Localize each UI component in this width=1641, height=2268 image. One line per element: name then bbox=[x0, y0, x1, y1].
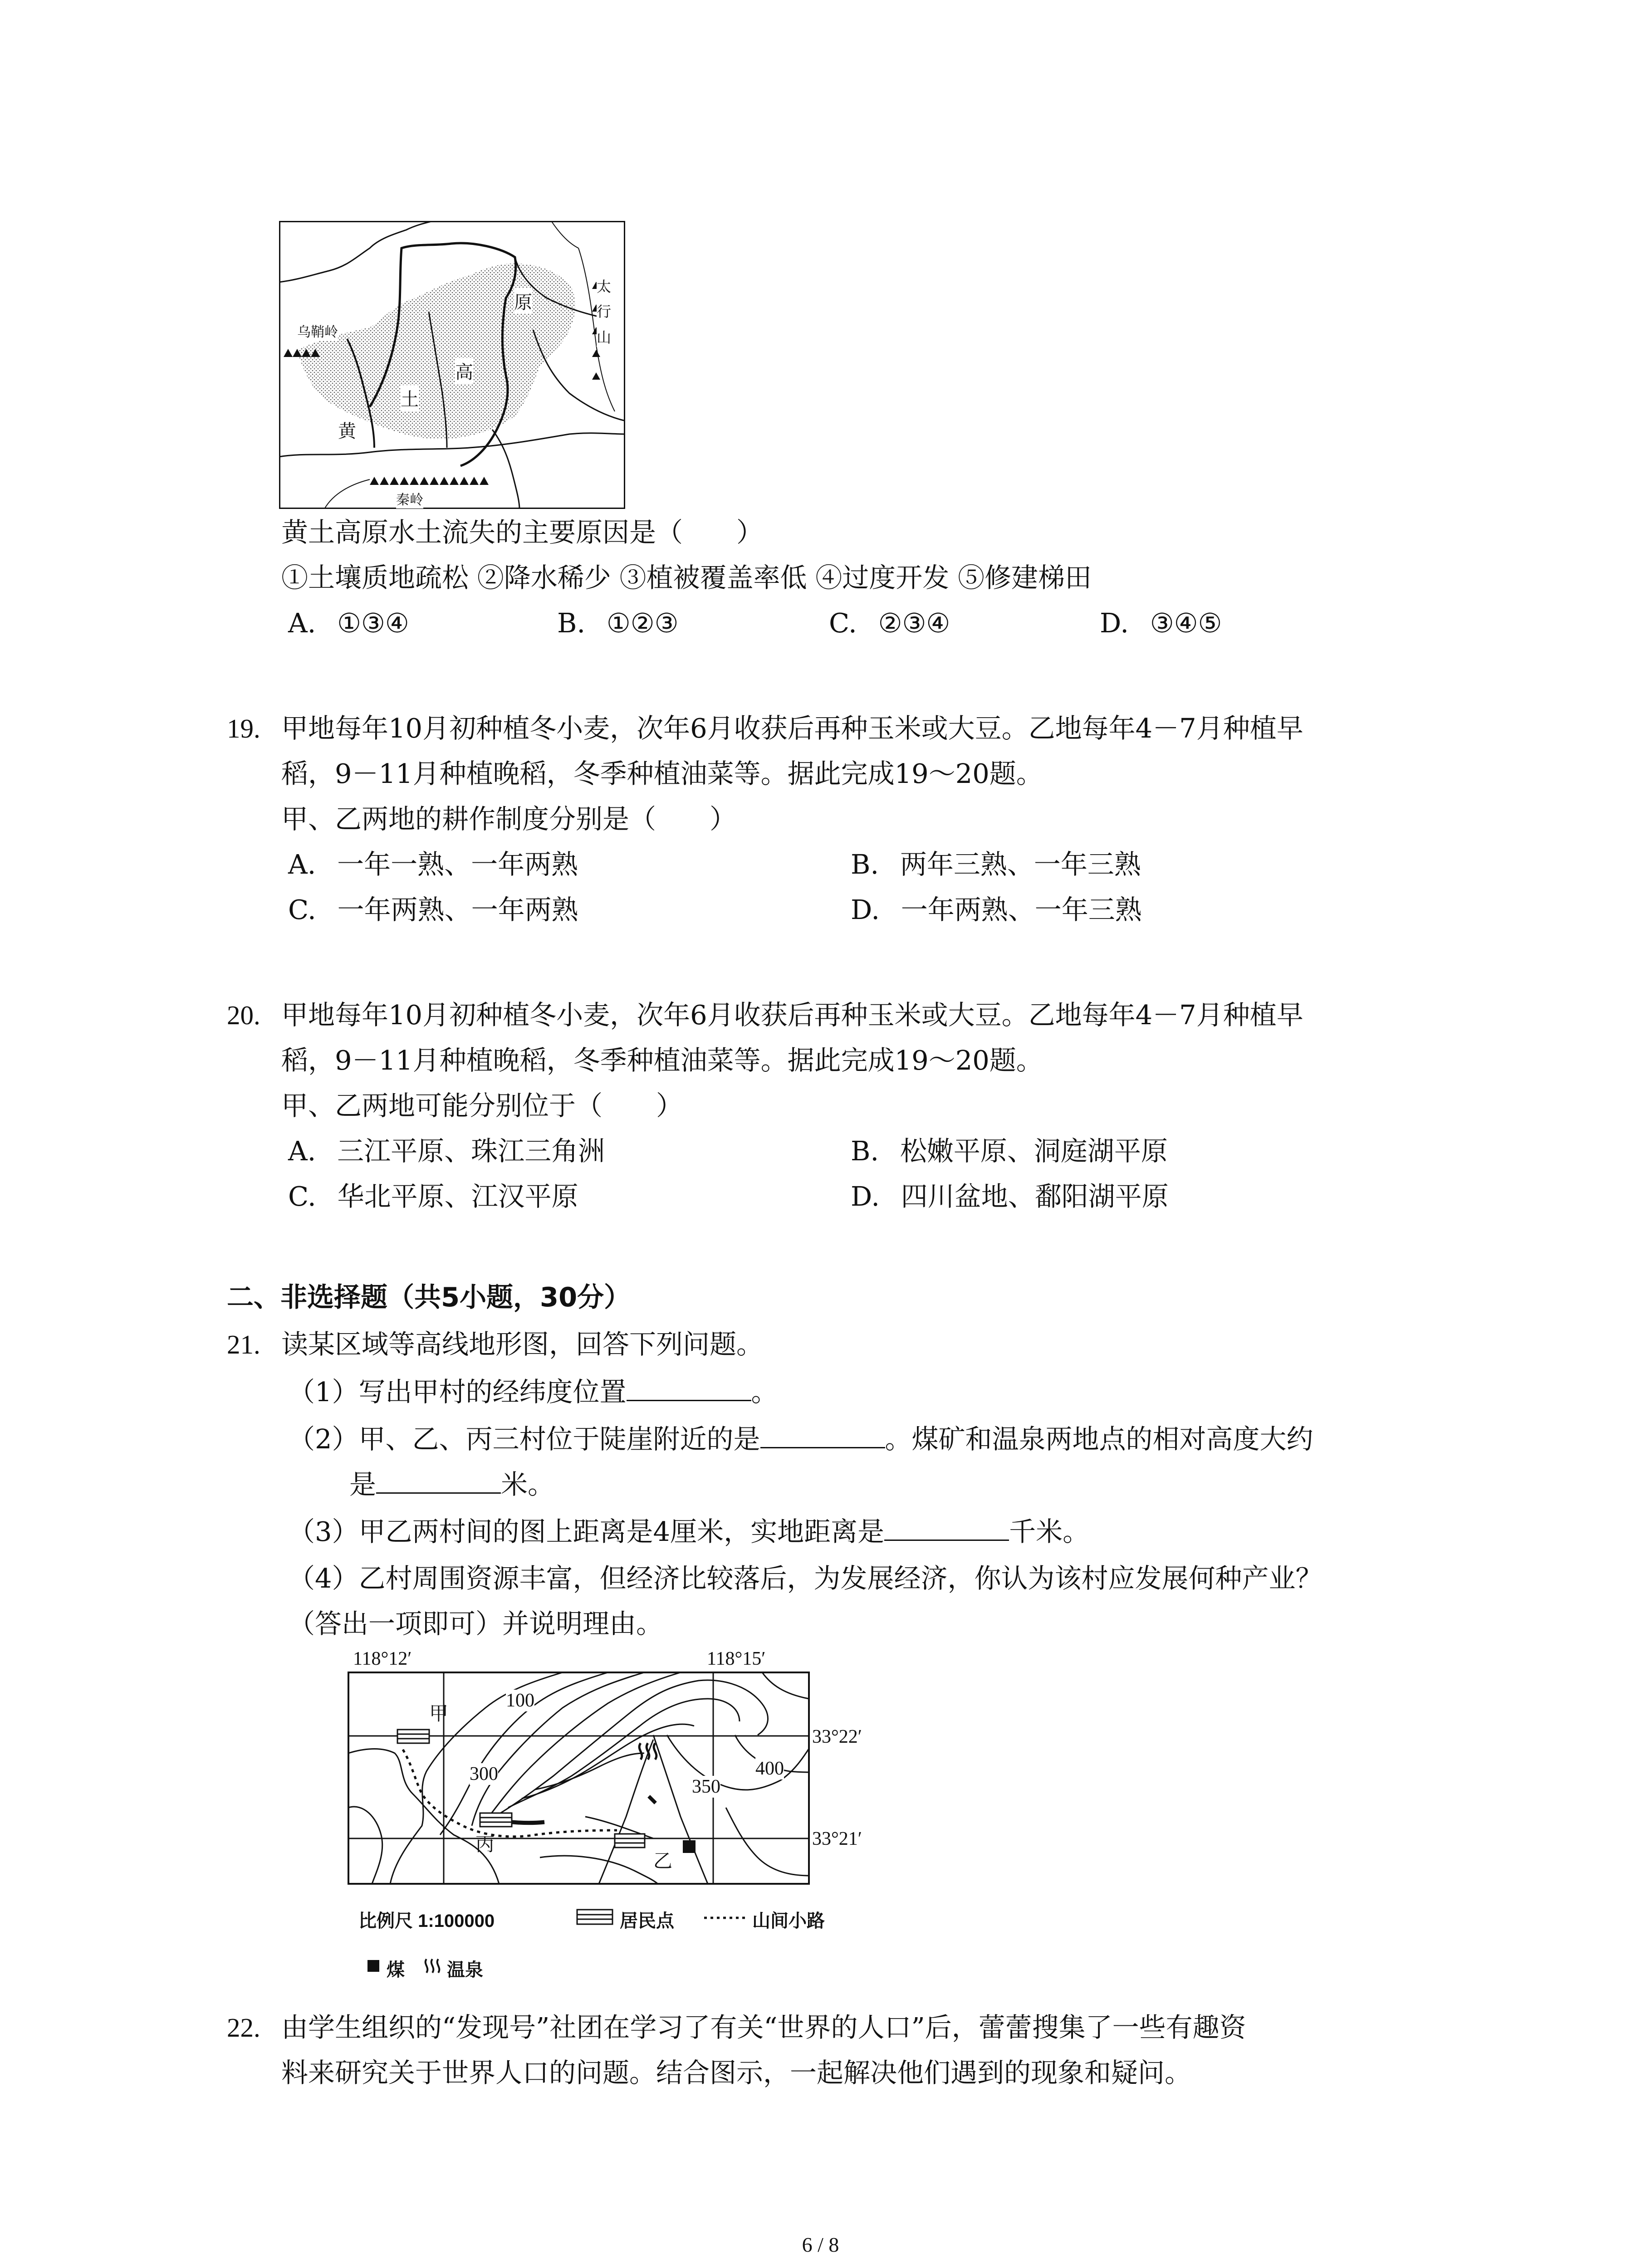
q22-number-visible: 22. bbox=[227, 2013, 260, 2043]
map-label-tu: 土 bbox=[401, 385, 419, 411]
map-label-wushaoling: 乌鞘岭 bbox=[297, 321, 338, 341]
option-letter: D. bbox=[851, 1181, 880, 1212]
map-label-taihang-1: 太 bbox=[597, 275, 611, 296]
lat-label-top: 33°22′ bbox=[812, 1726, 862, 1747]
loess-plateau-map bbox=[279, 221, 625, 509]
q21-part2-text: （2）甲、乙、丙三村位于陡崖附近的是 bbox=[288, 1423, 760, 1455]
q21-part3-end: 千米。 bbox=[1009, 1516, 1090, 1547]
option-letter: A. bbox=[288, 607, 316, 639]
q21-part2-line2-end: 米。 bbox=[501, 1469, 555, 1500]
legend-settlement-symbol bbox=[577, 1910, 612, 1924]
contour-label-300: 300 bbox=[470, 1764, 498, 1784]
option-letter: C. bbox=[829, 607, 857, 639]
q21-number: 21. bbox=[227, 1330, 260, 1359]
answer-blank[interactable] bbox=[884, 1513, 1009, 1541]
option-text: 一年两熟、一年三熟 bbox=[901, 894, 1142, 925]
option-letter: C. bbox=[288, 894, 316, 925]
map-label-taihang-3: 山 bbox=[597, 326, 611, 347]
village-label-jia: 甲 bbox=[429, 1703, 449, 1724]
map-label-qinling: 秦岭 bbox=[396, 489, 423, 508]
answer-blank[interactable] bbox=[627, 1374, 751, 1401]
q21-part2-text-post: 。煤矿和温泉两地点的相对高度大约 bbox=[885, 1423, 1313, 1455]
legend-spring-symbol bbox=[426, 1959, 440, 1973]
q21-part2-line2-text: 是 bbox=[349, 1469, 377, 1500]
option-letter: B. bbox=[851, 849, 879, 880]
option-letter: B. bbox=[557, 607, 586, 639]
option-letter: B. bbox=[851, 1135, 879, 1167]
q18-option-d[interactable] bbox=[1100, 605, 1222, 641]
option-text: 两年三熟、一年三熟 bbox=[900, 849, 1141, 880]
answer-blank[interactable] bbox=[376, 1466, 501, 1494]
lon-label-right: 118°15′ bbox=[707, 1648, 766, 1669]
settlement-yi bbox=[615, 1834, 645, 1848]
q21-part3-text: （3）甲乙两村间的图上距离是4厘米，实地距离是 bbox=[288, 1516, 885, 1547]
contour-label-100: 100 bbox=[506, 1690, 534, 1711]
lat-label-bottom: 33°21′ bbox=[812, 1828, 862, 1849]
q19-option-d[interactable] bbox=[851, 892, 1142, 928]
q19-line1: 甲地每年10月初种植冬小麦，次年6月收获后再种玉米或大豆。乙地每年4－7月种植早 bbox=[281, 713, 1303, 744]
map-label-yuan: 原 bbox=[514, 288, 532, 314]
q22-line2: 料来研究关于世界人口的问题。结合图示，一起解决他们遇到的现象和疑问。 bbox=[281, 2057, 1192, 2088]
option-text: 三江平原、珠江三角洲 bbox=[337, 1135, 605, 1167]
legend-scale: 比例尺 1:100000 bbox=[358, 1911, 495, 1931]
page-number: 6 / 8 bbox=[802, 2233, 839, 2256]
q20-line1: 甲地每年10月初种植冬小麦，次年6月收获后再种玉米或大豆。乙地每年4－7月种植早 bbox=[281, 999, 1303, 1031]
settlement-jia bbox=[397, 1730, 429, 1743]
legend-path-label: 山间小路 bbox=[752, 1911, 825, 1931]
map-label-taihang-2: 行 bbox=[597, 300, 611, 321]
q21-part1 bbox=[288, 1374, 778, 1410]
q20-option-b[interactable] bbox=[851, 1133, 1168, 1169]
option-text: 一年两熟、一年两熟 bbox=[337, 894, 578, 925]
q21-stem: 读某区域等高线地形图，回答下列问题。 bbox=[281, 1329, 764, 1360]
option-text: 四川盆地、鄱阳湖平原 bbox=[901, 1181, 1169, 1212]
settlement-bing bbox=[480, 1813, 512, 1827]
option-text: 华北平原、江汉平原 bbox=[337, 1181, 578, 1212]
q19-stem: 甲、乙两地的耕作制度分别是（ ） bbox=[281, 803, 737, 835]
q18-statements: ①土壤质地疏松 ②降水稀少 ③植被覆盖率低 ④过度开发 ⑤修建梯田 bbox=[281, 562, 1092, 593]
village-label-yi: 乙 bbox=[653, 1850, 673, 1872]
q21-part2 bbox=[288, 1421, 1313, 1457]
q18-option-b[interactable] bbox=[557, 605, 679, 641]
q21-part3 bbox=[288, 1513, 1089, 1550]
option-letter: A. bbox=[288, 1135, 316, 1167]
option-text: 松嫩平原、洞庭湖平原 bbox=[900, 1135, 1168, 1167]
option-text: 一年一熟、一年两熟 bbox=[337, 849, 578, 880]
option-text: ①②③ bbox=[606, 607, 679, 639]
q20-option-a[interactable] bbox=[288, 1133, 605, 1169]
q21-part1-end: 。 bbox=[751, 1376, 778, 1408]
option-letter: C. bbox=[288, 1181, 316, 1212]
coal-mine-symbol bbox=[683, 1840, 696, 1853]
map-label-gao: 高 bbox=[455, 358, 473, 384]
q18-option-c[interactable] bbox=[829, 605, 950, 641]
option-letter: D. bbox=[1100, 607, 1129, 639]
q18-stem: 黄土高原水土流失的主要原因是（ ） bbox=[281, 517, 764, 548]
legend-coal-label: 煤 bbox=[387, 1960, 405, 1980]
option-text: ②③④ bbox=[878, 607, 950, 639]
option-text: ③④⑤ bbox=[1150, 607, 1222, 639]
answer-blank[interactable] bbox=[760, 1421, 885, 1448]
option-letter: A. bbox=[288, 849, 316, 880]
q19-number: 19. bbox=[227, 714, 260, 743]
legend-coal-symbol bbox=[367, 1960, 379, 1972]
contour-map bbox=[336, 1644, 889, 1989]
map-label-huang: 黄 bbox=[338, 417, 356, 443]
lon-label-left: 118°12′ bbox=[353, 1648, 412, 1669]
q21-part1-text: （1）写出甲村的经纬度位置 bbox=[288, 1376, 627, 1408]
q19-option-c[interactable] bbox=[288, 892, 578, 928]
q22-line1: 由学生组织的“发现号”社团在学习了有关“世界的人口”后，蕾蕾搜集了一些有趣资 bbox=[281, 2012, 1246, 2043]
contour-label-400: 400 bbox=[755, 1758, 784, 1779]
q19-line2: 稻，9－11月种植晚稻，冬季种植油菜等。据此完成19～20题。 bbox=[281, 758, 1043, 789]
contour-label-350: 350 bbox=[692, 1776, 720, 1797]
q20-option-c[interactable] bbox=[288, 1178, 578, 1215]
q21-part4-line2: （答出一项即可）并说明理由。 bbox=[288, 1608, 663, 1639]
option-letter: D. bbox=[851, 894, 880, 925]
q21-part2-line2 bbox=[349, 1466, 554, 1503]
option-text: ①③④ bbox=[337, 607, 409, 639]
q21-part4-line1: （4）乙村周围资源丰富，但经济比较落后，为发展经济，你认为该村应发展何种产业？ bbox=[288, 1563, 1323, 1594]
q20-number: 20. bbox=[227, 1000, 260, 1030]
q19-option-b[interactable] bbox=[851, 846, 1141, 883]
q18-option-a[interactable] bbox=[288, 605, 409, 641]
q19-option-a[interactable] bbox=[288, 846, 578, 883]
section-heading: 二、非选择题（共5小题，30分） bbox=[227, 1281, 631, 1313]
q20-option-d[interactable] bbox=[851, 1178, 1169, 1215]
q20-stem: 甲、乙两地可能分别位于（ ） bbox=[281, 1090, 683, 1121]
legend-settlement-label: 居民点 bbox=[620, 1911, 674, 1931]
legend-spring-label: 温泉 bbox=[447, 1960, 483, 1980]
q20-line2: 稻，9－11月种植晚稻，冬季种植油菜等。据此完成19～20题。 bbox=[281, 1045, 1043, 1076]
village-label-bing: 丙 bbox=[475, 1833, 495, 1855]
